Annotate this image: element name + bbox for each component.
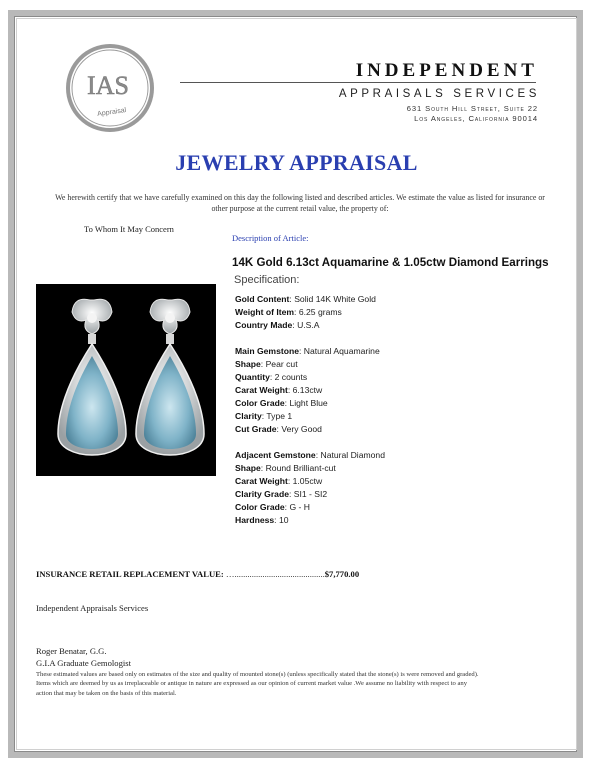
- spec-value: Type 1: [266, 411, 293, 421]
- spec-group-main-gemstone: [235, 345, 380, 436]
- right-earring: [136, 299, 204, 455]
- spec-separator: :: [292, 320, 298, 330]
- spec-label: Quantity: [235, 372, 270, 382]
- spec-row: [235, 488, 385, 501]
- spec-value: 2 counts: [274, 372, 308, 382]
- spec-value: Round Brilliant-cut: [265, 463, 336, 473]
- spec-row: [235, 371, 380, 384]
- spec-label: Color Grade: [235, 502, 285, 512]
- spec-row: [235, 423, 380, 436]
- certification-text: We herewith certify that we have carefully examined on this day the following listed and described articles. We estimate the value as listed for insurance or other purpose at the current retail value, the property of:: [55, 193, 545, 213]
- spec-separator: :: [287, 476, 293, 486]
- spec-separator: :: [284, 398, 290, 408]
- spec-separator: :: [269, 372, 275, 382]
- valuation-line: [36, 569, 556, 579]
- ias-logo: [64, 42, 156, 134]
- spec-value: Solid 14K White Gold: [294, 294, 376, 304]
- spec-separator: :: [299, 346, 304, 356]
- spec-row: [235, 293, 376, 306]
- spec-row: [235, 384, 380, 397]
- spec-value: 10: [278, 515, 289, 525]
- spec-label: Main Gemstone: [235, 346, 299, 356]
- spec-row: [235, 397, 380, 410]
- spec-value: Pear cut: [265, 359, 298, 369]
- spec-separator: :: [284, 502, 290, 512]
- spec-row: [235, 319, 376, 332]
- disclaimer: These estimated values are based only on estimates of the size and quality of mounted stone(s) (unless specifically stated that the stone(s) is were removed and graded). Items which are deemed by us as irreplaceable or antique in nature are expressed as our opinion of current market value .We assume no liability with respect to any action that may be taken on the basis of this material.: [36, 671, 479, 697]
- spec-label: Clarity: [235, 411, 262, 421]
- spec-label: Weight of Item: [235, 307, 295, 317]
- spec-separator: :: [288, 489, 294, 499]
- spec-value: SI1 - SI2: [293, 489, 328, 499]
- valuation-amount: $7,770.00: [324, 569, 360, 579]
- earrings-illustration: [36, 284, 216, 476]
- address-line-2: Los Angeles, California 90014: [414, 114, 538, 123]
- spec-separator: :: [287, 385, 293, 395]
- signer-block: [36, 645, 131, 669]
- spec-separator: :: [261, 411, 267, 421]
- signer-title: G.I.A Graduate Gemologist: [36, 658, 131, 668]
- spec-group-adjacent-gemstone: [235, 449, 385, 527]
- spec-label: Carat Weight: [235, 385, 288, 395]
- spec-row: [235, 410, 380, 423]
- valuation-leader-dots: …..........................................: [225, 569, 325, 579]
- spec-label: Shape: [235, 359, 261, 369]
- spec-label: Adjacent Gemstone: [235, 450, 316, 460]
- specification-label: Specification:: [234, 274, 300, 286]
- logo-subtext: Appraisal: [96, 107, 127, 119]
- spec-separator: :: [315, 450, 321, 460]
- spec-row: [235, 358, 380, 371]
- document-title: JEWELRY APPRAISAL: [175, 150, 418, 175]
- valuation-label: INSURANCE RETAIL REPLACEMENT VALUE:: [36, 569, 224, 579]
- spec-label: Carat Weight: [235, 476, 288, 486]
- spec-row: [235, 475, 385, 488]
- spec-separator: :: [276, 424, 282, 434]
- spec-label: Country Made: [235, 320, 293, 330]
- spec-separator: :: [260, 463, 266, 473]
- spec-label: Color Grade: [235, 398, 285, 408]
- spec-value: 6.13ctw: [292, 385, 323, 395]
- left-earring: [58, 299, 126, 455]
- spec-row: [235, 514, 385, 527]
- spec-value: 6.25 grams: [298, 307, 342, 317]
- spec-separator: :: [274, 515, 279, 525]
- company-subtitle: APPRAISALS SERVICES: [338, 88, 540, 100]
- recipient: To Whom It May Concern: [84, 224, 174, 234]
- footer-company: Independent Appraisals Services: [36, 603, 149, 613]
- spec-value: Natural Diamond: [320, 450, 385, 460]
- spec-row: [235, 449, 385, 462]
- spec-value: 1.05ctw: [292, 476, 323, 486]
- spec-label: Gold Content: [235, 294, 290, 304]
- spec-group-metal: [235, 293, 376, 332]
- spec-separator: :: [260, 359, 266, 369]
- logo-text: IAS: [87, 71, 129, 100]
- spec-value: U.S.A: [297, 320, 320, 330]
- spec-value: Natural Aquamarine: [303, 346, 380, 356]
- spec-label: Hardness: [235, 515, 275, 525]
- spec-value: Light Blue: [289, 398, 328, 408]
- signer-name: Roger Benatar, G.G.: [36, 646, 107, 656]
- description-label: Description of Article:: [232, 233, 309, 243]
- spec-row: [235, 306, 376, 319]
- spec-separator: :: [294, 307, 299, 317]
- spec-separator: :: [289, 294, 295, 304]
- spec-value: G - H: [289, 502, 310, 512]
- earrings-photo: [36, 284, 216, 476]
- spec-label: Cut Grade: [235, 424, 277, 434]
- spec-row: [235, 345, 380, 358]
- spec-row: [235, 462, 385, 475]
- company-name: INDEPENDENT: [355, 60, 538, 81]
- address-line-1: 631 South Hill Street, Suite 22: [406, 104, 538, 113]
- spec-label: Shape: [235, 463, 261, 473]
- item-title: 14K Gold 6.13ct Aquamarine & 1.05ctw Diamond Earrings: [232, 256, 549, 269]
- spec-label: Clarity Grade: [235, 489, 289, 499]
- spec-value: Very Good: [281, 424, 322, 434]
- header-rule: [180, 82, 536, 83]
- spec-row: [235, 501, 385, 514]
